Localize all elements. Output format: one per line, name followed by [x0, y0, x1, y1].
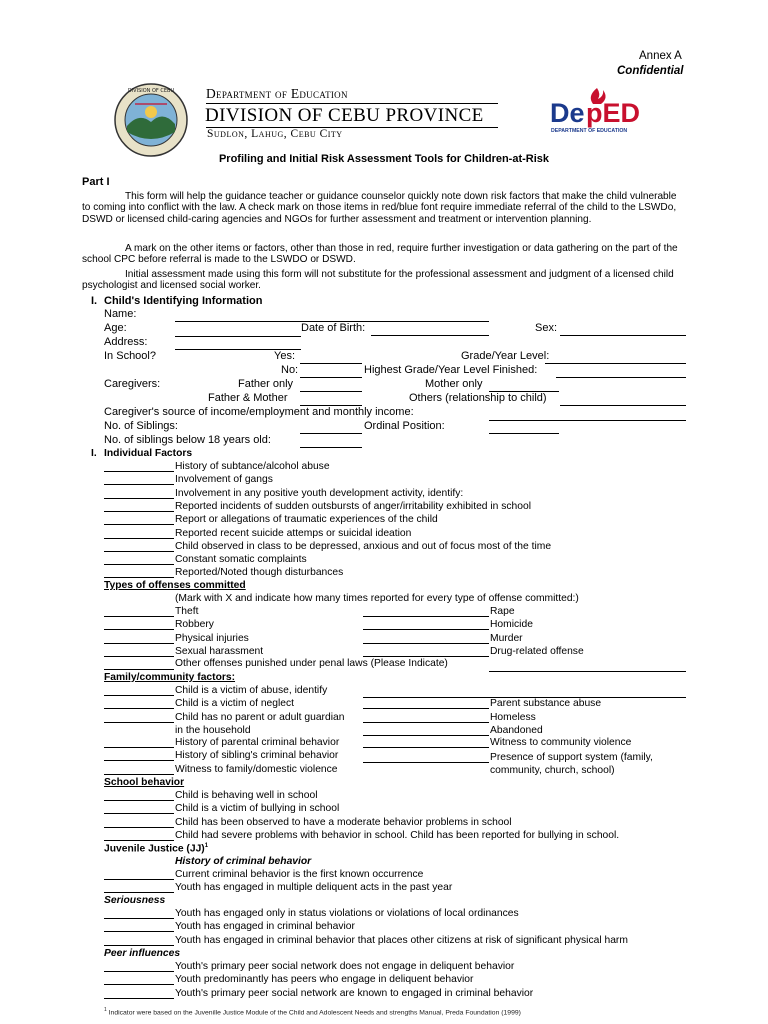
school-behavior-label: Child had severe problems with behavior in school. Child has been reported for bullying in school.	[175, 829, 620, 841]
family-check[interactable]	[104, 747, 174, 748]
intro-paragraph-2: A mark on the other items or factors, other than those in red, require further investigation or data gathering on the part of the school CPC before referral is made to the LSWDO or DSWD.	[82, 243, 678, 266]
school-behavior-check[interactable]	[104, 800, 174, 801]
offense-check[interactable]	[104, 616, 174, 617]
jj-item-check[interactable]	[104, 879, 174, 880]
family-label: in the household	[175, 725, 251, 736]
form-title: Profiling and Initial Risk Assessment Tools for Children-at-Risk	[218, 153, 550, 165]
caregivers-label: Caregivers:	[104, 378, 161, 390]
individual-factor-label: Reported incidents of sudden outsbursts of anger/irritability exhibited in school	[175, 500, 532, 512]
siblings-label: No. of Siblings:	[104, 420, 178, 432]
offense-check[interactable]	[363, 616, 489, 617]
peer-heading: Peer influences	[104, 948, 181, 959]
offenses-note: (Mark with X and indicate how many times reported for every type of offense committed:)	[175, 593, 579, 604]
sex-label: Sex:	[535, 322, 558, 334]
family-label: Child is a victim of neglect	[175, 698, 295, 709]
yes-label: Yes:	[274, 350, 296, 362]
highest-grade-label: Highest Grade/Year Level Finished:	[364, 364, 538, 376]
highest-grade-field[interactable]	[556, 377, 686, 378]
jj-heading	[104, 843, 208, 856]
siblings18-label: No. of siblings below 18 years old:	[104, 434, 271, 446]
offense-label: Drug-related offense	[490, 645, 584, 657]
age-field[interactable]	[175, 336, 301, 337]
in-school-label: In School?	[104, 350, 156, 362]
jj-item-check[interactable]	[104, 892, 174, 893]
school-behavior-label: Child has been observed to have a moderate behavior problems in school	[175, 816, 512, 828]
family-check[interactable]	[363, 747, 489, 748]
family-label: History of sibling's criminal behavior	[175, 750, 339, 761]
siblings18-field[interactable]	[300, 447, 362, 448]
part-label: Part I	[82, 176, 110, 188]
family-label: Witness to community violence	[490, 737, 632, 748]
address-label: Address:	[104, 336, 148, 348]
others-field[interactable]	[560, 405, 686, 406]
family-check[interactable]	[104, 774, 174, 775]
jj-subheading: History of criminal behavior	[175, 856, 312, 867]
division-name: DIVISION OF CEBU PROVINCE	[205, 105, 484, 126]
section-1-heading: Child's Identifying Information	[104, 295, 263, 307]
dob-field[interactable]	[371, 335, 489, 336]
peer-item-check[interactable]	[104, 984, 174, 985]
family-check[interactable]	[104, 695, 174, 696]
other-offense-check[interactable]	[104, 669, 174, 670]
seriousness-item-check[interactable]	[104, 945, 174, 946]
family-label: History of parental criminal behavior	[175, 737, 340, 748]
no-label: No:	[281, 364, 299, 376]
offense-label: Rape	[490, 606, 515, 617]
svg-text:De: De	[550, 98, 585, 128]
family-label: Presence of support system (family,	[490, 752, 653, 763]
family-check[interactable]	[104, 722, 174, 723]
section-2-number: I.	[91, 448, 97, 459]
no-field[interactable]	[300, 377, 362, 378]
offense-label: Robbery	[175, 619, 214, 631]
offense-label: Homicide	[490, 619, 533, 631]
footnote-ref: 1	[104, 1007, 107, 1013]
individual-factor-label: Report or allegations of traumatic experiences of the child	[175, 514, 438, 526]
grade-field[interactable]	[545, 363, 686, 364]
sex-field[interactable]	[560, 335, 686, 336]
peer-item-check[interactable]	[104, 971, 174, 972]
jj-heading-text: Juvenile Justice (JJ)	[104, 843, 205, 855]
peer-item-label: Youth's primary peer social network are known to engaged in criminal behavior	[175, 987, 534, 999]
individual-factor-check[interactable]	[104, 524, 174, 525]
footnote	[104, 1007, 521, 1017]
individual-factor-check[interactable]	[104, 564, 174, 565]
seriousness-item-label: Youth has engaged in criminal behavior that places other citizens at risk of significant physical harm	[175, 934, 628, 946]
offense-check[interactable]	[104, 629, 174, 630]
section-1-number: I.	[91, 295, 98, 307]
family-check[interactable]	[363, 708, 489, 709]
family-check[interactable]	[104, 708, 174, 709]
peer-item-label: Youth predominantly has peers who engage in deliquent behavior	[175, 974, 474, 986]
individual-factor-label: Child observed in class to be depressed, anxious and out of focus most of the time	[175, 540, 552, 552]
individual-factor-label: Reported/Noted though disturbances	[175, 567, 344, 579]
family-heading: Family/community factors:	[104, 672, 236, 683]
family-check[interactable]	[363, 735, 489, 736]
other-offense-label: Other offenses punished under penal laws (Please Indicate)	[175, 658, 448, 669]
individual-factor-check[interactable]	[104, 484, 174, 485]
family-check[interactable]	[363, 762, 489, 763]
other-offense-field[interactable]	[489, 671, 686, 672]
age-label: Age:	[104, 322, 127, 334]
offense-label: Theft	[175, 606, 199, 617]
deped-logo-icon	[549, 86, 645, 136]
offense-check[interactable]	[363, 643, 489, 644]
school-behavior-check[interactable]	[104, 840, 174, 841]
name-label: Name:	[104, 308, 137, 320]
jj-item-label: Current criminal behavior is the first known occurrence	[175, 869, 424, 880]
school-behavior-check[interactable]	[104, 827, 174, 828]
family-label: Child has no parent or adult guardian	[175, 712, 345, 723]
ordinal-field[interactable]	[489, 433, 559, 434]
letterhead-rule-top	[206, 103, 498, 104]
section-2-heading: Individual Factors	[104, 448, 193, 459]
offense-label: Murder	[490, 632, 523, 644]
svg-text:pED: pED	[586, 98, 640, 128]
school-behavior-check[interactable]	[104, 813, 174, 814]
individual-factor-label: Involvement in any positive youth development activity, identify:	[175, 487, 464, 499]
school-behavior-label: Child is a victim of bullying in school	[175, 803, 340, 815]
seriousness-item-check[interactable]	[104, 931, 174, 932]
seriousness-heading: Seriousness	[104, 895, 166, 906]
others-label: Others (relationship to child)	[409, 392, 547, 404]
offense-check[interactable]	[104, 643, 174, 644]
individual-factor-check[interactable]	[104, 538, 174, 539]
intro-paragraph-1: This form will help the guidance teacher or guidance counselor quickly note down risk factors that make the child vulnerable to coming into conflict with the law. A check mark on those items in red/blue font require immediate referral of the child to the LSWDo, DSWD or licensed child-caring agencies and NGOs for further assessment and treatment or intervention planning.	[82, 191, 677, 225]
individual-factor-label: Constant somatic complaints	[175, 554, 307, 566]
jj-footnote-ref: 1	[204, 843, 209, 849]
school-heading: School behavior	[104, 777, 185, 788]
grade-label: Grade/Year Level:	[461, 350, 550, 362]
individual-factor-check[interactable]	[104, 498, 174, 499]
individual-factor-check[interactable]	[104, 511, 174, 512]
dob-label: Date of Birth:	[301, 322, 366, 334]
individual-factor-check[interactable]	[104, 471, 174, 472]
individual-factor-label: Involvement of gangs	[175, 474, 273, 486]
family-check[interactable]	[104, 760, 174, 761]
intro-paragraph-3: Initial assessment made using this form will not substitute for the professional assessment and judgment of a licensed child psychologist and licensed social worker.	[82, 269, 674, 292]
individual-factor-check[interactable]	[104, 577, 174, 578]
jj-item-label: Youth has engaged in multiple deliquent acts in the past year	[175, 882, 453, 894]
father-only-label: Father only	[238, 378, 294, 390]
offense-label: Sexual harassment	[175, 645, 264, 657]
division-address: Sudlon, Lahug, Cebu City	[207, 128, 343, 140]
dept-name: Department of Education	[206, 86, 348, 101]
annex-label: Annex A	[639, 50, 682, 62]
footnote-text: Indicator were based on the Juvenille Justice Module of the Child and Adolescent Needs and strengths Manual, Preda Foundation (1999)	[106, 1009, 521, 1017]
offense-label: Physical injuries	[175, 632, 249, 644]
svg-text:DIVISION OF CEBU: DIVISION OF CEBU	[127, 88, 175, 94]
source-income-label: Caregiver's source of income/employment and monthly income:	[104, 406, 414, 418]
offenses-heading: Types of offenses committed	[104, 580, 246, 591]
seriousness-item-label: Youth has engaged in criminal behavior	[175, 921, 355, 933]
father-only-field[interactable]	[300, 391, 362, 392]
family-label: Parent substance abuse	[490, 698, 602, 709]
yes-field[interactable]	[300, 363, 362, 364]
family-label: Abandoned	[490, 725, 543, 736]
peer-item-label: Youth's primary peer social network does not engage in deliquent behavior	[175, 961, 515, 972]
seriousness-item-check[interactable]	[104, 918, 174, 919]
individual-factor-label: History of subtance/alcohol abuse	[175, 461, 330, 472]
mother-only-label: Mother only	[425, 378, 483, 390]
family-label: Child is a victim of abuse, identify	[175, 685, 328, 696]
father-mother-label: Father & Mother	[208, 392, 288, 404]
offense-check[interactable]	[363, 629, 489, 630]
offense-check[interactable]	[104, 656, 174, 657]
peer-item-check[interactable]	[104, 998, 174, 999]
individual-factor-check[interactable]	[104, 551, 174, 552]
family-label: Homeless	[490, 712, 536, 723]
family-check[interactable]	[363, 722, 489, 723]
offense-check[interactable]	[363, 656, 489, 657]
family-label: Witness to family/domestic violence	[175, 764, 338, 775]
source-income-field[interactable]	[489, 420, 686, 421]
confidential-label: Confidential	[617, 65, 684, 77]
individual-factor-label: Reported recent suicide attemps or suicidal ideation	[175, 527, 412, 539]
siblings-field[interactable]	[300, 433, 362, 434]
seriousness-item-label: Youth has engaged only in status violations or violations of local ordinances	[175, 908, 519, 919]
family-label: community, church, school)	[490, 765, 615, 776]
ordinal-label: Ordinal Position:	[364, 420, 445, 432]
svg-text:DEPARTMENT OF EDUCATION: DEPARTMENT OF EDUCATION	[551, 128, 628, 134]
school-behavior-label: Child is behaving well in school	[175, 790, 318, 801]
division-seal-icon	[113, 82, 189, 158]
